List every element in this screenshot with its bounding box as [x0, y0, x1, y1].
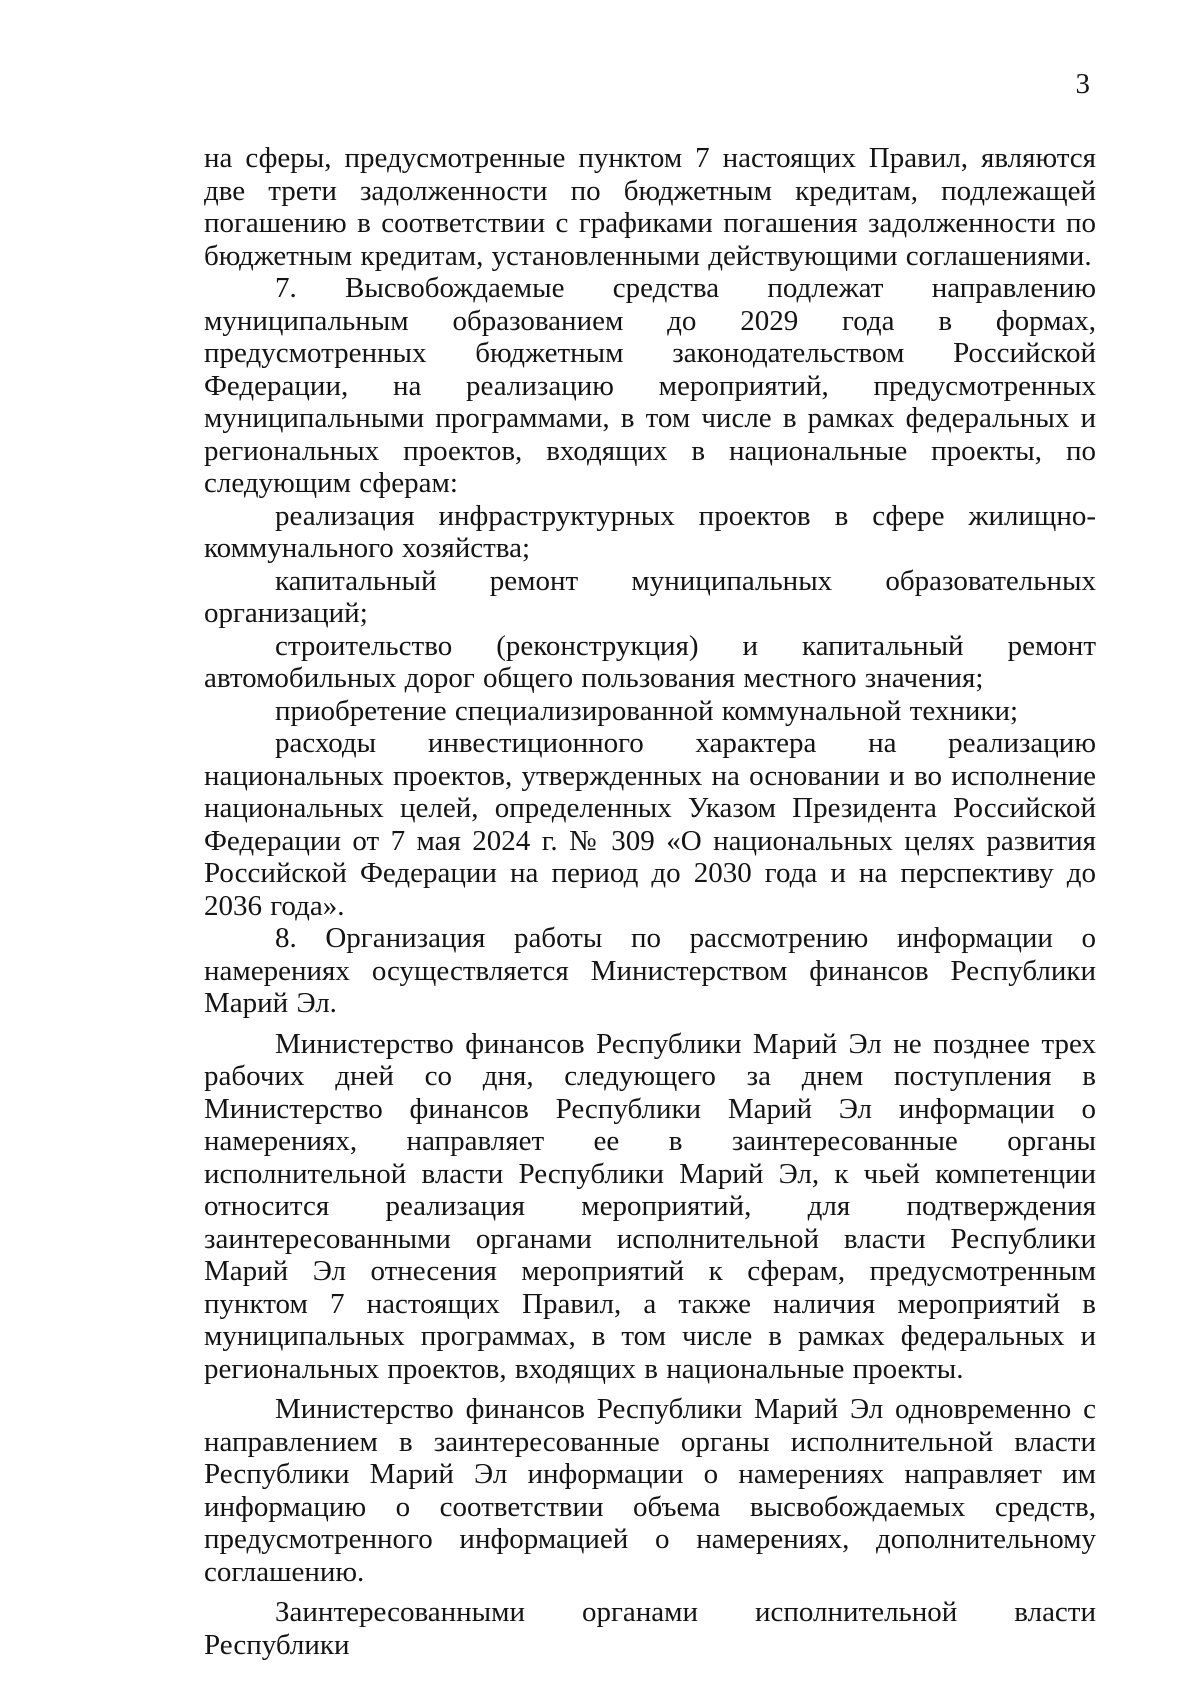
paragraph-item-7: 7. Высвобождаемые средства подлежат направлению муниципальным образованием до 2029 года в формах, предусмотренных бюджетным законодательством Российской Федерации, на реализацию мероприятий, предусмотренных муниципальными программами, в том числе в рамках федеральных и региональных проектов, входящих в национальные проекты, по следующим сферам:: [204, 272, 1096, 499]
paragraph-ministry-review: Министерство финансов Республики Марий Эл не позднее трех рабочих дней со дня, следующего за днем поступления в Министерство финансов Республики Марий Эл информации о намерениях, направляет ее в заинтересованные органы исполнительной власти Республики Марий Эл, к чьей компетенции относится реализация мероприятий, для подтверждения заинтересованными органами исполнительной власти Республики Марий Эл отнесения мероприятий к сферам, предусмотренным пунктом 7 настоящих Правил, а также наличия мероприятий в муниципальных программах, в том числе в рамках федеральных и региональных проектов, входящих в национальные проекты.: [204, 1027, 1096, 1385]
paragraph-sphere-roads: строительство (реконструкция) и капитальный ремонт автомобильных дорог общего пользования местного значения;: [204, 629, 1096, 694]
paragraph-sphere-vehicles: приобретение специализированной коммунальной техники;: [275, 694, 1019, 727]
paragraph-sphere-housing: реализация инфраструктурных проектов в сфере жилищно-коммунального хозяйства;: [204, 499, 1096, 564]
paragraph-sphere-investment: расходы инвестиционного характера на реализацию национальных проектов, утвержденных на основании и во исполнение национальных целей, определенных Указом Президента Российской Федерации от 7 мая 2024 г. № 309 «О национальных целях развития Российской Федерации на период до 2030 года и на перспективу до 2036 года».: [204, 727, 1096, 922]
paragraph-continuation: Заинтересованными органами исполнительной власти Республики: [204, 1596, 1096, 1661]
page-number: 3: [1075, 68, 1090, 100]
paragraph-ministry-notice: Министерство финансов Республики Марий Эл одновременно с направлением в заинтересованные органы исполнительной власти Республики Марий Эл информации о намерениях направляет им информацию о соответствии объема высвобождаемых средств, предусмотренного информацией о намерениях, дополнительному соглашению.: [204, 1393, 1096, 1588]
paragraph-item-8: 8. Организация работы по рассмотрению информации о намерениях осуществляется Министерством финансов Республики Марий Эл.: [204, 922, 1096, 1019]
paragraph-debt-two-thirds: на сферы, предусмотренные пунктом 7 настоящих Правил, являются две трети задолженности по бюджетным кредитам, подлежащей погашению в соответствии с графиками погашения задолженности по бюджетным кредитам, установленными действующими соглашениями.: [204, 142, 1096, 272]
document-body: [204, 142, 1096, 1661]
paragraph-sphere-education: капитальный ремонт муниципальных образовательных организаций;: [204, 564, 1096, 629]
